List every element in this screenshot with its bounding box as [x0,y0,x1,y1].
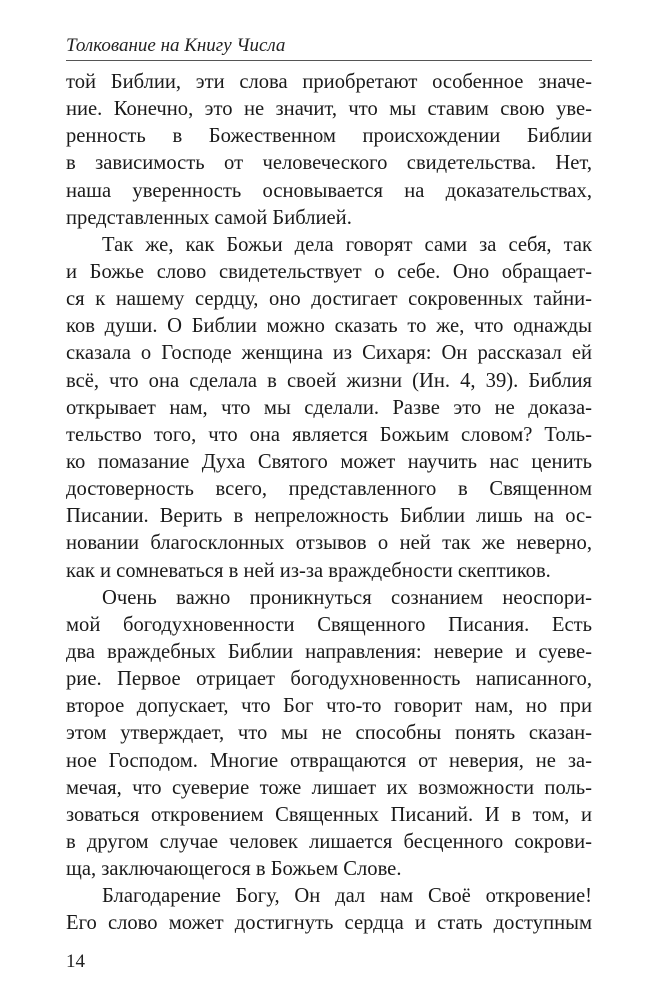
text-line: ков души. О Библии можно сказать то же, что однажды [66,315,592,338]
text-line: в другом случае человек лишается бесценного сокрови- [66,830,592,853]
text-line: ща, заключающегося в Божьем Слове. [66,858,402,881]
text-line: Очень важно проникнуться сознанием неоспори- [102,586,592,609]
text-line: ние. Конечно, это не значит, что мы ставим свою уве- [66,98,592,121]
text-line: второе допускает, что Бог что-то говорит нам, но при [66,695,592,718]
text-line: зоваться откровением Священных Писаний. И в том, и [66,803,592,826]
page-number: 14 [66,951,85,972]
text-line: тельство того, что она является Божьим словом? Толь- [66,423,592,446]
text-line: ко помазание Духа Святого может научить нас ценить [66,450,592,473]
text-line: ся к нашему сердцу, оно достигает сокровенных тайни- [66,288,592,311]
paragraph-2 [66,232,592,585]
text-line: Так же, как Божьи дела говорят сами за себя, так [102,233,592,256]
text-line: Его слово может достигнуть сердца и стать доступным [66,912,592,935]
paragraph-1 [66,69,592,232]
text-line: новании благосклонных отзывов о ней так же неверно, [66,532,592,555]
text-line: достоверность всего, представленного в Священном [66,478,592,501]
text-line: рие. Первое отрицает богодухновенность написанного, [66,668,592,691]
text-line: два враждебных Библии направления: неверие и суеве- [66,640,592,663]
text-line: представленных самой Библией. [66,206,352,229]
running-head-title: Толкование на Книгу Числа [66,35,286,56]
text-line: Благодарение Богу, Он дал нам Своё откровение! [102,885,592,908]
paragraph-3 [66,585,592,884]
text-line: как и сомневаться в ней из-за враждебности скептиков. [66,559,551,582]
text-line: мечая, что суеверие тоже лишает их возможности поль- [66,776,592,799]
text-line: ренность в Божественном происхождении Библии [66,125,592,148]
text-line: и Божье слово свидетельствует о себе. Оно обращает- [66,260,592,283]
text-line: той Библии, эти слова приобретают особенное значе- [66,71,592,93]
text-line: наша уверенность основывается на доказательствах, [66,179,592,202]
paragraph-4 [66,883,592,937]
text-line: ное Господом. Многие отвращаются от неверия, не за- [66,749,592,772]
text-line: всё, что она сделала в своей жизни (Ин. 4, 39). Библия [66,369,592,392]
text-line: открывает нам, что мы сделали. Разве это не доказа- [66,396,592,419]
text-line: этом утверждает, что мы не способны понять сказан- [66,722,592,745]
text-line: сказала о Господе женщина из Сихаря: Он рассказал ей [66,342,592,365]
text-line: в зависимость от человеческого свидетельства. Нет, [66,152,592,175]
text-line: мой богодухновенности Священного Писания. Есть [66,613,592,636]
body-text [66,69,592,938]
running-head [66,34,592,61]
text-line: Писании. Верить в непреложность Библии лишь на ос- [66,505,592,528]
